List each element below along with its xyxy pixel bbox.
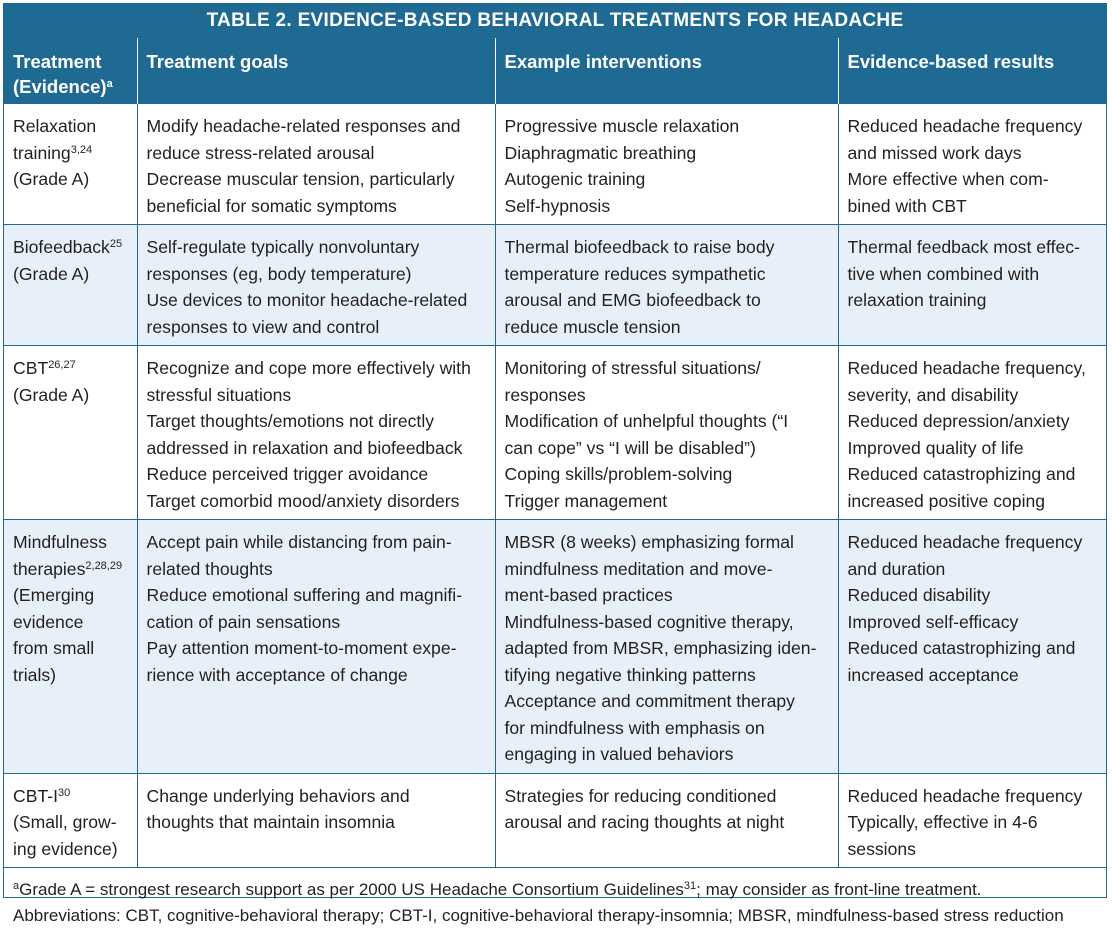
goals-cell: Accept pain while distancing from pain- related thoughts Reduce emotional suffering and magnifi- cation of pain sensations Pay attention moment-to-moment expe- rience with acceptance of change [137, 520, 495, 774]
results-cell: Reduced headache frequency and missed work days More effective when com- bined with CBT [838, 104, 1106, 225]
table-row [4, 520, 1106, 774]
goals-cell: Self-regulate typically nonvoluntary responses (eg, body temperature) Use devices to monitor headache-related responses to view and control [137, 225, 495, 346]
header-interventions: Example interventions [495, 38, 838, 104]
treatment-cell: CBT$^{26,27}$ (Grade A) [4, 346, 137, 520]
interventions-cell: MBSR (8 weeks) emphasizing formal mindfulness meditation and move- ment-based practices Mindfulness-based cognitive therapy, adapted from MBSR, emphasizing iden- tifying negative thinking patterns Acceptance and commitment therapy for mindfulness with emphasis on engaging in valued behaviors [495, 520, 838, 774]
treatment-cell: Relaxation training$^{3,24}$ (Grade A) [4, 104, 137, 225]
goals-cell: Modify headache-related responses and reduce stress-related arousal Decrease muscular tension, particularly beneficial for somatic symptoms [137, 104, 495, 225]
results-cell: Reduced headache frequency Typically, effective in 4-6 sessions [838, 773, 1106, 867]
interventions-cell: Progressive muscle relaxation Diaphragmatic breathing Autogenic training Self-hypnosis [495, 104, 838, 225]
table-row [4, 104, 1106, 225]
table-footnote: $^a$Grade A = strongest research support as per 2000 US Headache Consortium Guidelines$^{31}$; may consider as front-line treatment. Abbreviations: CBT, cognitive-behavioral therapy; CBT-I, cognitive-behavioral therapy-insomnia; MBSR, mindfulness-based stress reduction [4, 867, 1106, 929]
abbreviations: Abbreviations: CBT, cognitive-behavioral therapy; CBT-I, cognitive-behavioral therapy-insomnia; MBSR, mindfulness-based stress reduction [13, 906, 1064, 925]
header-row [4, 38, 1106, 104]
results-cell: Reduced headache frequency, severity, and disability Reduced depression/anxiety Improved quality of life Reduced catastrophizing and increased positive coping [838, 346, 1106, 520]
treatments-table [4, 38, 1106, 867]
treatment-cell: CBT-$I^{30}$ (Small, grow- ing evidence) [4, 773, 137, 867]
header-goals: Treatment goals [137, 38, 495, 104]
treatment-cell: Biofeedback$^{25}$ (Grade A) [4, 225, 137, 346]
interventions-cell: Monitoring of stressful situations/ responses Modification of unhelpful thoughts (“I can cope” vs “I will be disabled”) Coping skills/problem-solving Trigger management [495, 346, 838, 520]
table-row [4, 346, 1106, 520]
interventions-cell: Thermal biofeedback to raise body temperature reduces sympathetic arousal and EMG biofeedback to reduce muscle tension [495, 225, 838, 346]
goals-cell: Recognize and cope more effectively with stressful situations Target thoughts/emotions not directly addressed in relaxation and biofeedback Reduce perceived trigger avoidance Target comorbid mood/anxiety disorders [137, 346, 495, 520]
evidence-table-figure [3, 3, 1107, 925]
header-treatment: Treatment (Evidence)$^a$ [4, 38, 137, 104]
table-title: TABLE 2. EVIDENCE-BASED BEHAVIORAL TREATMENTS FOR HEADACHE [4, 4, 1106, 38]
header-results: Evidence-based results [838, 38, 1106, 104]
interventions-cell: Strategies for reducing conditioned arousal and racing thoughts at night [495, 773, 838, 867]
treatment-cell: Mindfulness therapies$^{2,28,29}$ (Emerging evidence from small trials) [4, 520, 137, 774]
goals-cell: Change underlying behaviors and thoughts that maintain insomnia [137, 773, 495, 867]
results-cell: Thermal feedback most effec- tive when combined with relaxation training [838, 225, 1106, 346]
table-row [4, 773, 1106, 867]
table-row [4, 225, 1106, 346]
results-cell: Reduced headache frequency and duration Reduced disability Improved self-efficacy Reduced catastrophizing and increased acceptance [838, 520, 1106, 774]
